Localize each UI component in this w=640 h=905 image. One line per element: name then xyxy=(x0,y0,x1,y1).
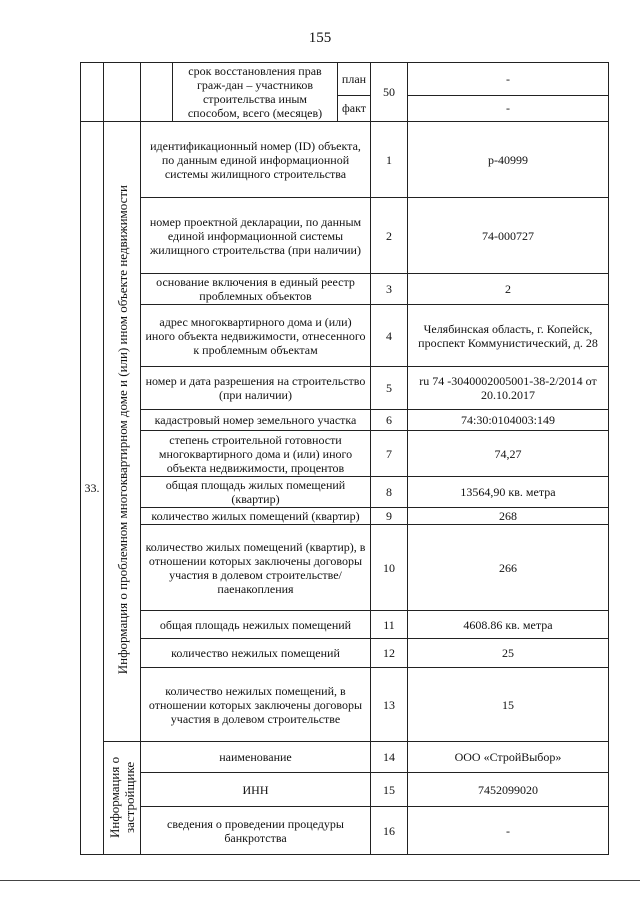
plan-label: план xyxy=(338,63,371,96)
table-row xyxy=(81,410,609,431)
top-block-plan-row xyxy=(81,63,609,96)
table-row xyxy=(81,639,609,668)
row-value: 74,27 xyxy=(408,431,609,477)
row-num: 16 xyxy=(371,807,408,855)
top-block-num: 50 xyxy=(371,63,408,122)
row-label: ИНН xyxy=(141,773,371,807)
empty-cell xyxy=(81,63,104,122)
row-num: 1 xyxy=(371,122,408,198)
row-num: 13 xyxy=(371,668,408,742)
row-label: основание включения в единый реестр проблемных объектов xyxy=(141,274,371,305)
section-object-vertical-text: Информация о проблемном многоквартирном доме и (или) ином объекте недвижимости xyxy=(114,185,130,675)
row-value: 74-000727 xyxy=(408,198,609,274)
row-label: идентификационный номер (ID) объекта, по данным единой информационной системы жилищного строительства xyxy=(141,122,371,198)
top-block-label: срок восстановления прав граж-дан – участников строительства иным способом, всего (месяцев) xyxy=(173,63,338,122)
row-label: номер и дата разрешения на строительство (при наличии) xyxy=(141,367,371,410)
row-value: Челябинская область, г. Копейск, проспект Коммунистический, д. 28 xyxy=(408,305,609,367)
table-row xyxy=(81,274,609,305)
row-value: 13564,90 кв. метра xyxy=(408,477,609,508)
row-num: 12 xyxy=(371,639,408,668)
row-value: 74:30:0104003:149 xyxy=(408,410,609,431)
row-num: 11 xyxy=(371,611,408,639)
table-row xyxy=(81,198,609,274)
row-value: - xyxy=(408,807,609,855)
table-row xyxy=(81,807,609,855)
row-num: 3 xyxy=(371,274,408,305)
row-num: 4 xyxy=(371,305,408,367)
row-label: степень строительной готовности многоквартирного дома и (или) иного объекта недвижимости, процентов xyxy=(141,431,371,477)
row-value: 25 xyxy=(408,639,609,668)
fact-label: факт xyxy=(338,95,371,122)
row-num: 5 xyxy=(371,367,408,410)
empty-cell xyxy=(141,63,173,122)
row-value: 7452099020 xyxy=(408,773,609,807)
row-num: 8 xyxy=(371,477,408,508)
row-value: 266 xyxy=(408,525,609,611)
row-label: адрес многоквартирного дома и (или) иного объекта недвижимости, отнесенного к проблемным объектам xyxy=(141,305,371,367)
section-developer-label xyxy=(104,742,141,855)
table-row xyxy=(81,431,609,477)
footer-rule xyxy=(0,880,640,881)
table-row xyxy=(81,367,609,410)
row-value: р-40999 xyxy=(408,122,609,198)
row-num: 6 xyxy=(371,410,408,431)
fact-value: - xyxy=(408,95,609,122)
row-label: количество нежилых помещений xyxy=(141,639,371,668)
row-label: номер проектной декларации, по данным единой информационной системы жилищного строительства (при наличии) xyxy=(141,198,371,274)
table-row xyxy=(81,611,609,639)
row-value: ru 74 -3040002005001-38-2/2014 от 20.10.2017 xyxy=(408,367,609,410)
table-row xyxy=(81,122,609,198)
empty-cell xyxy=(104,63,141,122)
row-num: 10 xyxy=(371,525,408,611)
row-num: 2 xyxy=(371,198,408,274)
row-label: количество жилых помещений (квартир) xyxy=(141,508,371,525)
row-num: 7 xyxy=(371,431,408,477)
plan-value: - xyxy=(408,63,609,96)
row-label: общая площадь нежилых помещений xyxy=(141,611,371,639)
section-object-label xyxy=(104,122,141,742)
row-label: сведения о проведении процедуры банкротства xyxy=(141,807,371,855)
row-value: 2 xyxy=(408,274,609,305)
page-number: 155 xyxy=(308,30,332,46)
row-value: 268 xyxy=(408,508,609,525)
row-num: 9 xyxy=(371,508,408,525)
table-row xyxy=(81,305,609,367)
row-label: количество жилых помещений (квартир), в отношении которых заключены договоры участия в долевом строительстве/паенакопления xyxy=(141,525,371,611)
row-value: ООО «СтройВыбор» xyxy=(408,742,609,773)
table-row xyxy=(81,477,609,508)
row-label: наименование xyxy=(141,742,371,773)
row-value: 4608.86 кв. метра xyxy=(408,611,609,639)
table-row xyxy=(81,773,609,807)
row-num: 15 xyxy=(371,773,408,807)
table-row xyxy=(81,742,609,773)
table-row xyxy=(81,525,609,611)
row-label: количество нежилых помещений, в отношении которых заключены договоры участия в долевом строительстве xyxy=(141,668,371,742)
row-label: кадастровый номер земельного участка xyxy=(141,410,371,431)
row-value: 15 xyxy=(408,668,609,742)
row-num: 14 xyxy=(371,742,408,773)
row-number: 33. xyxy=(81,122,104,855)
table-row xyxy=(81,668,609,742)
table-row xyxy=(81,508,609,525)
row-label: общая площадь жилых помещений (квартир) xyxy=(141,477,371,508)
data-table xyxy=(80,62,609,855)
section-developer-vertical-text: Информация о застройщике xyxy=(107,755,137,838)
